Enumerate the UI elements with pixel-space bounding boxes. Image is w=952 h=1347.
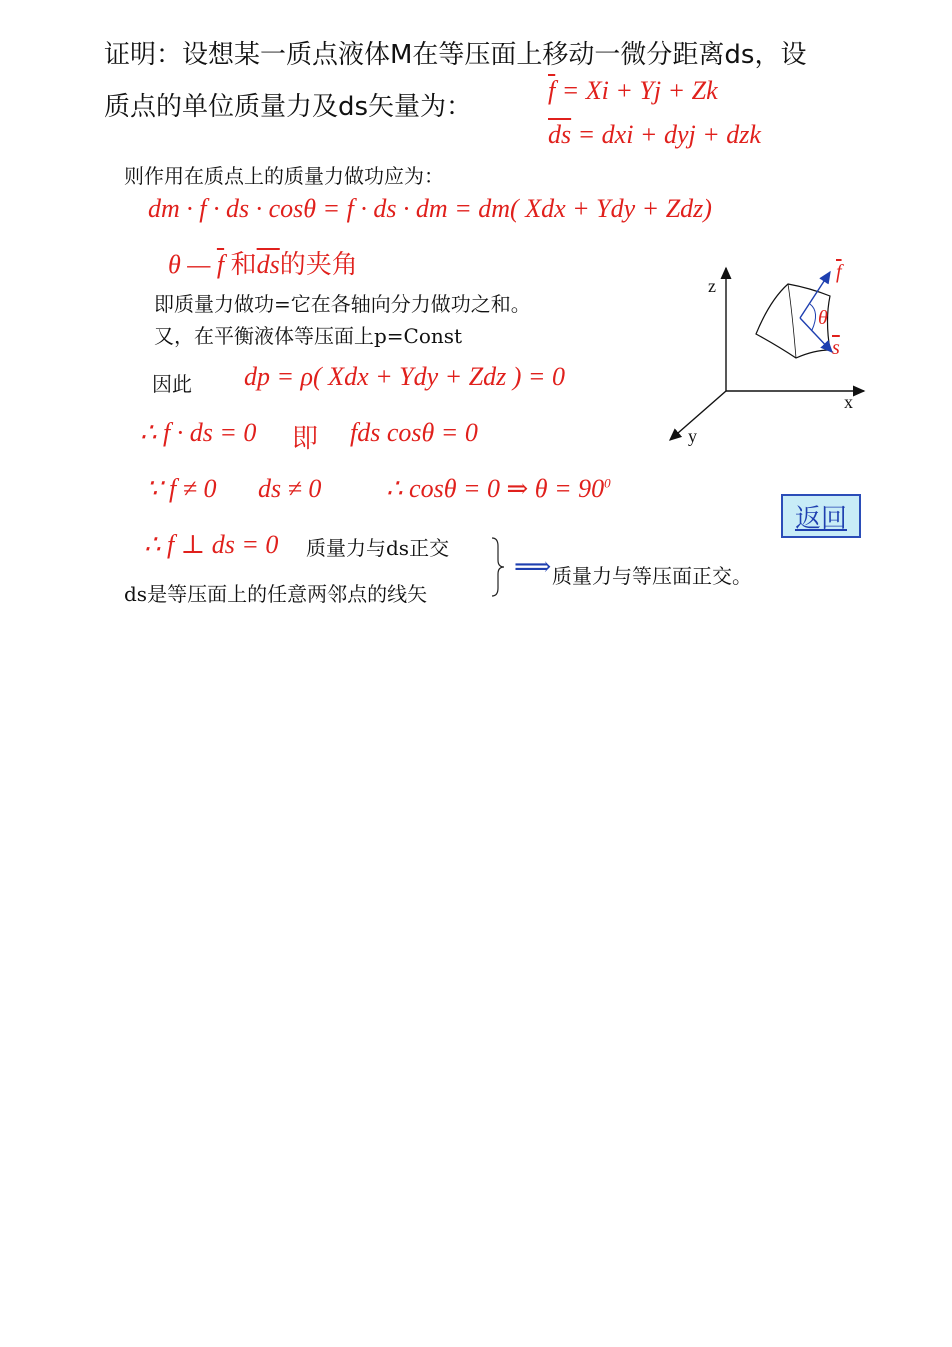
work-intro: 则作用在质点上的质量力做功应为：: [124, 164, 444, 188]
dp-equation: dp = ρ( Xdx + Ydy + Zdz ) = 0: [244, 362, 565, 391]
theta-definition: [168, 244, 358, 281]
therefore-label: 因此: [152, 372, 192, 396]
conclusion-text: 质量力与等压面正交。: [552, 564, 752, 588]
ds-nonzero-equation: ds ≠ 0: [258, 474, 322, 503]
back-button[interactable]: 返回: [781, 494, 861, 538]
x-axis-label: x: [844, 392, 853, 412]
surface-edge: [788, 284, 796, 358]
vector-ds-lhs: $\overline{ds}$: [548, 120, 572, 149]
implies-arrow-icon: ⟹: [514, 552, 552, 582]
theta-angle: 的夹角: [279, 250, 358, 279]
diagram-s-label: s: [832, 337, 840, 359]
diagram-f-label: f: [836, 261, 842, 283]
cos-equation: [386, 474, 611, 504]
dot-product-equation: ∴ f · ds = 0: [140, 418, 257, 447]
statement-work-sum: 即质量力做功=它在各轴向分力做功之和。: [154, 292, 531, 316]
theta-ds: $\overline{ds}$: [256, 250, 280, 279]
ds-line-vector-note: ds是等压面上的任意两邻点的线矢: [124, 582, 428, 606]
cos-equation-degree: 0: [604, 475, 611, 491]
fds-cos-equation: fds cosθ = 0: [350, 418, 478, 447]
intro-line-2: 质点的单位质量力及ds矢量为：: [104, 92, 473, 122]
vector-f-rhs: = Xi + Yj + Zk: [561, 76, 718, 105]
cos-equation-main: ∴ cosθ = 0 ⇒ θ = 90: [386, 474, 605, 503]
y-axis: [670, 391, 726, 440]
vector-f-equation: [548, 76, 718, 106]
theta-he: 和: [230, 250, 257, 279]
vector-f-lhs: $\overline{f}$: [548, 76, 556, 105]
statement-equal-pressure: 又，在平衡液体等压面上p=Const: [154, 324, 463, 348]
angle-arc: [810, 304, 816, 330]
intro-line-1: 证明：设想某一质点液体M在等压面上移动一微分距离ds，设: [104, 40, 807, 70]
perpendicular-equation: ∴ f ⊥ ds = 0: [144, 530, 279, 559]
vector-ds-equation: [548, 120, 761, 150]
z-axis-label: z: [708, 276, 716, 296]
vector-ds-rhs: = dxi + dyj + dzk: [577, 120, 761, 149]
curly-brace-icon: [488, 536, 508, 598]
coordinate-diagram: [660, 250, 880, 450]
work-equation: dm · f · ds · cosθ = f · ds · dm = dm( Xdx + Ydy + Zdz): [148, 194, 712, 223]
theta-symbol: θ —: [168, 250, 211, 279]
perpendicular-note: 质量力与ds正交: [306, 536, 450, 560]
ji-label: 即: [292, 424, 319, 454]
diagram-theta-label: θ: [818, 307, 828, 329]
theta-f: $\overline{f}$: [216, 250, 225, 279]
y-axis-label: y: [688, 426, 697, 446]
f-nonzero-equation: ∵ f ≠ 0: [146, 474, 217, 503]
